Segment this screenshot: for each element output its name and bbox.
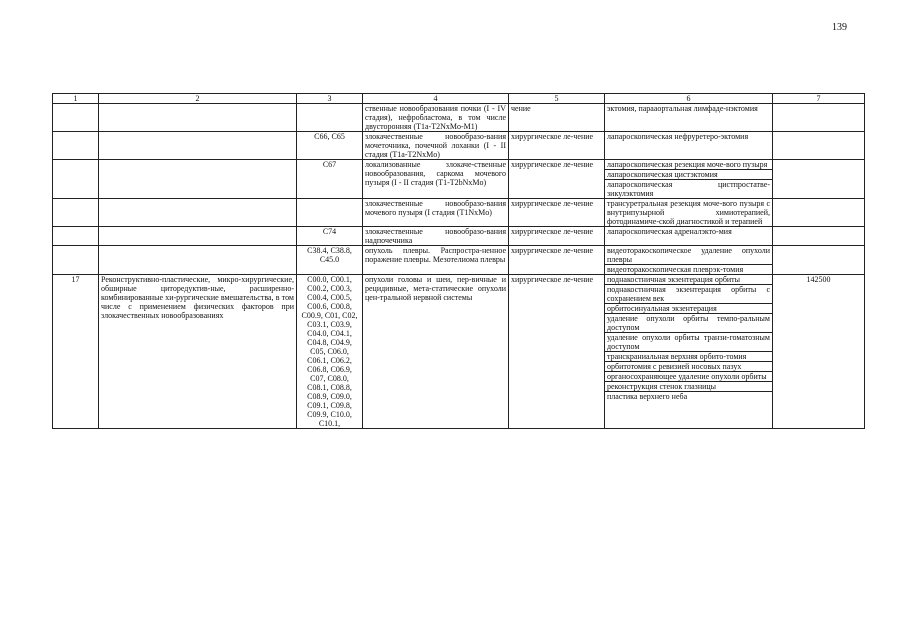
method-item: реконструкция стенок глазницы [605, 382, 772, 392]
column-header: 3 [297, 94, 363, 104]
row-number-cell [53, 227, 99, 246]
column-header: 4 [363, 94, 509, 104]
row-number-cell: 17 [53, 275, 99, 429]
method-cell [605, 199, 773, 227]
column-header: 6 [605, 94, 773, 104]
table-row [53, 104, 865, 132]
cost-cell [773, 104, 865, 132]
method-group-cell [99, 160, 297, 199]
method-item: поднакостничная экзентерация орбиты [605, 275, 772, 285]
diagnosis-cell: злокачественные новообразо-вания мочеточника, почечной лоханки (I - II стадия (T1a-T2NxMo) [363, 132, 509, 160]
icd-codes-cell [297, 104, 363, 132]
method-item: видеоторакоскопическая плеврэк-томия [607, 265, 744, 274]
diagnosis-cell: злокачественные новообразо-вания надпочечника [363, 227, 509, 246]
method-item: лапароскопическая цистпростатве-зикулэктомия [607, 180, 770, 198]
method-item: трансуретральная резекция моче-вого пузыря с внутрипузырной химиотерапией, фотодинамиче-ской диагностикой и терапией [607, 199, 770, 226]
column-header: 2 [99, 94, 297, 104]
cost-cell [773, 199, 865, 227]
method-item: пластика верхнего неба [607, 392, 688, 401]
method-item: лапароскопическая адреналэкто-мия [607, 227, 732, 236]
column-number-row [53, 94, 865, 104]
treatment-type-cell: хирургическое ле-чение [509, 199, 605, 227]
icd-codes-cell: C67 [297, 160, 363, 199]
diagnosis-cell: локализованные злокаче-ственные новообразования, саркома мочевого пузыря (I - II стадия (T1-T2bNxMo) [363, 160, 509, 199]
treatment-type-cell: хирургическое ле-чение [509, 275, 605, 429]
icd-codes-cell: C74 [297, 227, 363, 246]
method-item: орбитотомия с ревизией носовых пазух [605, 362, 772, 372]
table-row [53, 199, 865, 227]
treatment-type-cell: хирургическое ле-чение [509, 227, 605, 246]
method-group-cell [99, 104, 297, 132]
method-item: удаление опухоли орбиты транзи-гоматозным доступом [607, 333, 770, 351]
treatment-type-cell: чение [509, 104, 605, 132]
cost-cell [773, 160, 865, 199]
method-item: орбитосинуальная экзентерация [605, 304, 772, 314]
treatment-type-cell: хирургическое ле-чение [509, 132, 605, 160]
icd-codes-cell [297, 199, 363, 227]
diagnosis-cell: опухоль плевры. Распростра-ненное поражение плевры. Мезотелиома плевры [363, 246, 509, 275]
method-item: лапароскопическая резекция моче-вого пузыря [605, 160, 772, 170]
method-item: транскраниальная верхняя орбито-томия [605, 352, 772, 362]
row-number-cell [53, 104, 99, 132]
table-row [53, 275, 865, 429]
column-header: 1 [53, 94, 99, 104]
icd-codes-cell: C00.0, C00.1, C00.2, C00.3, C00.4, C00.5, C00.6, C00.8, C00.9, C01, C02, C03.1, C03.9, C04.0, C04.1, C04.8, C04.9, C05, C06.0, C06.1, C06.2, C06.8, C06.9, C07, C08.0, C08.1, C08.8, C08.9, C09.0, C09.1, C09.8, C09.9, C10.0, C10.1, [297, 275, 363, 429]
cost-cell [773, 227, 865, 246]
method-group-cell: Реконструктивно-пластические, микро-хирургические, обширные циторедуктив-ные, расширенно-комбинированные хи-рургические вмешательства, в том числе с применением физических факторов при злокачественных новообразованиях [99, 275, 297, 429]
table-row [53, 160, 865, 199]
table-row [53, 132, 865, 160]
method-cell [605, 227, 773, 246]
cost-cell: 142500 [773, 275, 865, 429]
column-header: 5 [509, 94, 605, 104]
diagnosis-cell: злокачественные новообразо-вания мочевого пузыря (I стадия (T1NxMo) [363, 199, 509, 227]
table-row [53, 246, 865, 275]
diagnosis-cell: опухоли головы и шеи, пер-вичные и рецидивные, мета-статические опухоли цен-тральной нервной системы [363, 275, 509, 429]
treatment-type-cell: хирургическое ле-чение [509, 160, 605, 199]
method-group-cell [99, 132, 297, 160]
cost-cell [773, 132, 865, 160]
method-cell [605, 246, 773, 275]
method-item: эктомия, парааортальная лимфаде-нэктомия [607, 104, 758, 113]
method-item: органосохраняющее удаление опухоли орбиты [605, 372, 772, 382]
method-group-cell [99, 199, 297, 227]
row-number-cell [53, 160, 99, 199]
method-item: поднакостничная экзентерация орбиты с сохранением век [607, 285, 770, 303]
page-number: 139 [832, 22, 847, 33]
method-item: видеоторакоскопическое удаление опухоли плевры [607, 246, 770, 264]
method-group-cell [99, 227, 297, 246]
procedures-table [52, 93, 865, 429]
icd-codes-cell: C38.4, C38.8, C45.0 [297, 246, 363, 275]
row-number-cell [53, 199, 99, 227]
method-cell [605, 275, 773, 429]
diagnosis-cell: ственные новообразования почки (I - IV стадия), нефробластома, в том числе двусторонняя (T1a-T2NxMo-M1) [363, 104, 509, 132]
table-row [53, 227, 865, 246]
method-group-cell [99, 246, 297, 275]
cost-cell [773, 246, 865, 275]
method-cell [605, 160, 773, 199]
column-header: 7 [773, 94, 865, 104]
method-cell [605, 132, 773, 160]
method-item: лапароскопическая нефруретеро-эктомия [607, 132, 749, 141]
method-item: удаление опухоли орбиты темпо-ральным доступом [607, 314, 770, 332]
method-item: лапароскопическая цистэктомия [605, 170, 772, 180]
icd-codes-cell: C66, C65 [297, 132, 363, 160]
row-number-cell [53, 246, 99, 275]
treatment-type-cell: хирургическое ле-чение [509, 246, 605, 275]
row-number-cell [53, 132, 99, 160]
method-cell [605, 104, 773, 132]
